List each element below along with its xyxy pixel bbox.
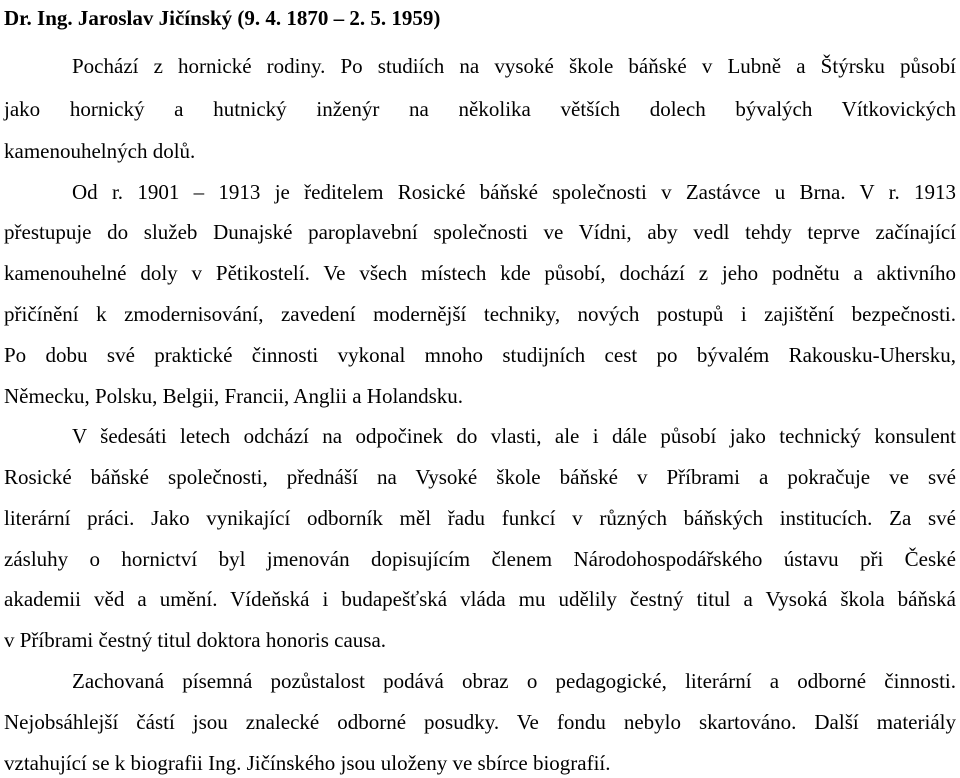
paragraph-4-line-3: vztahující se k biografii Ing. Jičínského jsou uloženy ve sbírce biografií. [4, 751, 611, 775]
paragraph-2-line-4: přičínění k zmodernisování, zavedení modernější techniky, nových postupů i zajištění bezpečnosti. [4, 302, 956, 326]
paragraph-2-line-5: Po dobu své praktické činnosti vykonal mnoho studijních cest po bývalém Rakousku-Uhersku, [4, 343, 956, 367]
paragraph-2-line-1: Od r. 1901 – 1913 je ředitelem Rosické báňské společnosti v Zastávce u Brna. V r. 1913 [72, 180, 956, 204]
paragraph-3-line-5: akademii věd a umění. Vídeňská i budapešťská vláda mu udělily čestný titul a Vysoká škola báňská [4, 587, 956, 611]
paragraph-1-line-2: jako hornický a hutnický inženýr na několika větších dolech bývalých Vítkovických [4, 97, 956, 121]
paragraph-4-line-1: Zachovaná písemná pozůstalost podává obraz o pedagogické, literární a odborné činnosti. [72, 669, 956, 693]
paragraph-1-line-3: kamenouhelných dolů. [4, 139, 196, 163]
paragraph-3-line-3: literární práci. Jako vynikající odborník měl řadu funkcí v různých báňských institucích. Za své [4, 506, 956, 530]
paragraph-3-line-2: Rosické báňské společnosti, přednáší na Vysoké škole báňské v Příbrami a pokračuje ve své [4, 465, 956, 489]
document-title: Dr. Ing. Jaroslav Jičínský (9. 4. 1870 – 2. 5. 1959) [4, 6, 441, 30]
paragraph-4-line-2: Nejobsáhlejší částí jsou znalecké odborné posudky. Ve fondu nebylo skartováno. Další materiály [4, 710, 956, 734]
paragraph-2-line-3: kamenouhelné doly v Pětikostelí. Ve všech místech kde působí, dochází z jeho podnětu a aktivního [4, 261, 956, 285]
paragraph-1-line-1: Pochází z hornické rodiny. Po studiích na vysoké škole báňské v Lubně a Štýrsku působí [72, 54, 956, 78]
paragraph-3-line-6: v Příbrami čestný titul doktora honoris causa. [4, 628, 387, 652]
paragraph-3-line-4: zásluhy o hornictví byl jmenován dopisujícím členem Národohospodářského ústavu při České [4, 547, 956, 571]
paragraph-2-line-2: přestupuje do služeb Dunajské paroplavební společnosti ve Vídni, aby vedl tehdy teprve začínající [4, 220, 956, 244]
paragraph-3-line-1: V šedesáti letech odchází na odpočinek do vlasti, ale i dále působí jako technický konsulent [72, 424, 956, 448]
paragraph-2-line-6: Německu, Polsku, Belgii, Francii, Anglii a Holandsku. [4, 384, 464, 408]
